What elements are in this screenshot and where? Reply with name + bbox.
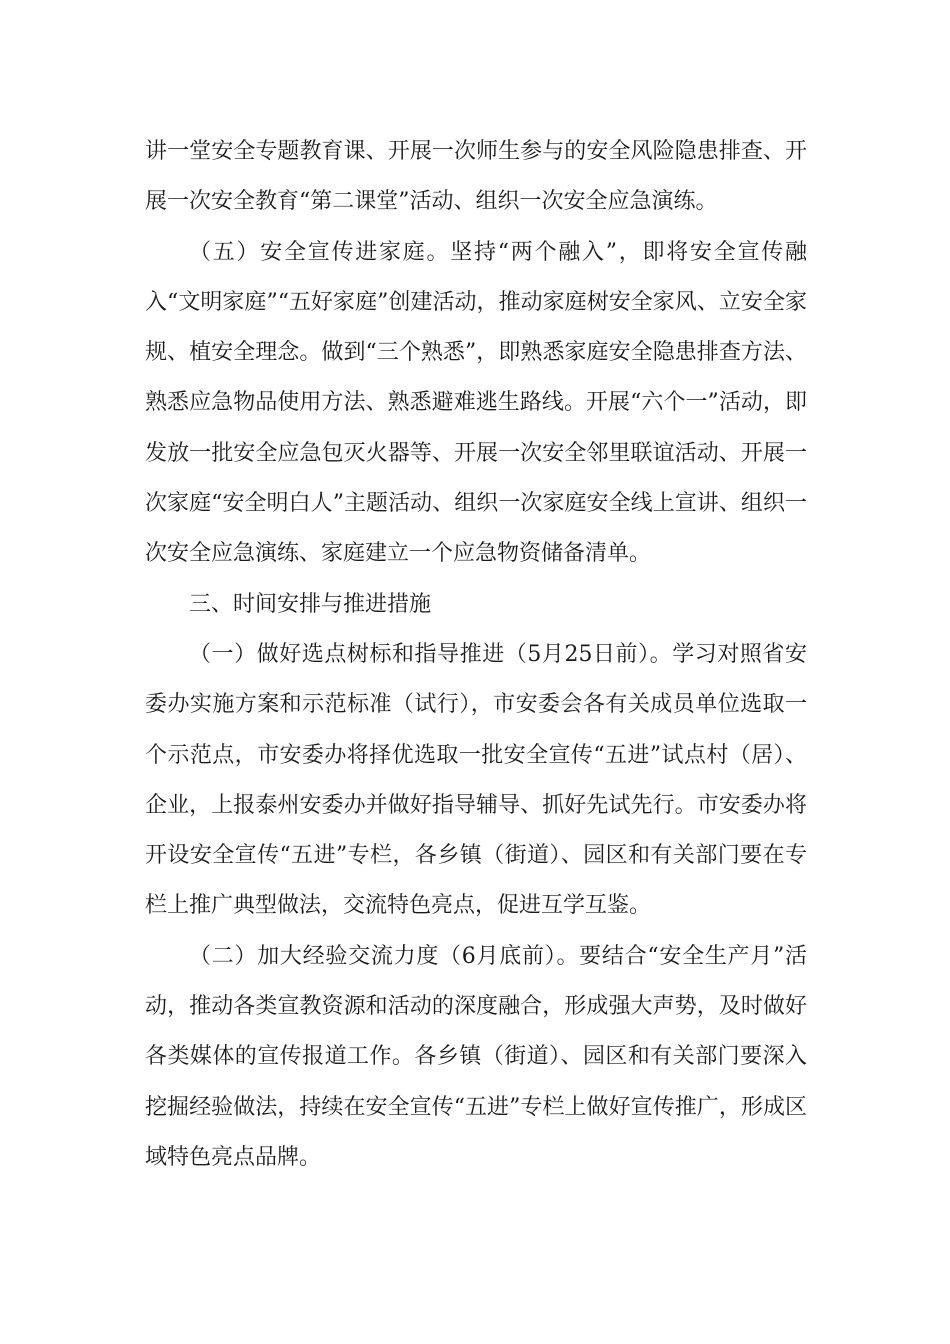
paragraph-pilot-selection: （一）做好选点树标和指导推进（5月25日前）。学习对照省安委办实施方案和示范标准（试行），市安委会各有关成员单位选取一个示范点，市安委办将择优选取一批安全宣传“五进”试点村（居）、企业，上报泰州安委办并做好指导辅导、抓好先试先行。市安委办将开设安全宣传“五进”专栏，各乡镇（街道）、园区和有关部门要在专栏上推广典型做法，交流特色亮点，促进互学互鉴。 [145,641,807,919]
document-body [145,127,807,1183]
paragraph-school-continuation: 讲一堂安全专题教育课、开展一次师生参与的安全风险隐患排查、开展一次安全教育“第二课堂”活动、组织一次安全应急演练。 [145,139,807,215]
paragraph-experience-exchange: （二）加大经验交流力度（6月底前）。要结合“安全生产月”活动，推动各类宣教资源和活动的深度融合，形成强大声势，及时做好各类媒体的宣传报道工作。各乡镇（街道）、园区和有关部门要深入挖掘经验做法，持续在安全宣传“五进”专栏上做好宣传推广，形成区域特色亮点品牌。 [145,943,807,1170]
paragraph-family-section: （五）安全宣传进家庭。坚持“两个融入”，即将安全宣传融入“文明家庭”“五好家庭”创建活动，推动家庭树安全家风、立安全家规、植安全理念。做到“三个熟悉”，即熟悉家庭安全隐患排查方法、熟悉应急物品使用方法、熟悉避难逃生路线。开展“六个一”活动，即发放一批安全应急包灭火器等、开展一次安全邻里联谊活动、开展一次家庭“安全明白人”主题活动、组织一次家庭安全线上宣讲、组织一次安全应急演练、家庭建立一个应急物资储备清单。 [145,239,807,567]
section-heading-schedule: 三、时间安排与推进措施 [189,591,432,617]
